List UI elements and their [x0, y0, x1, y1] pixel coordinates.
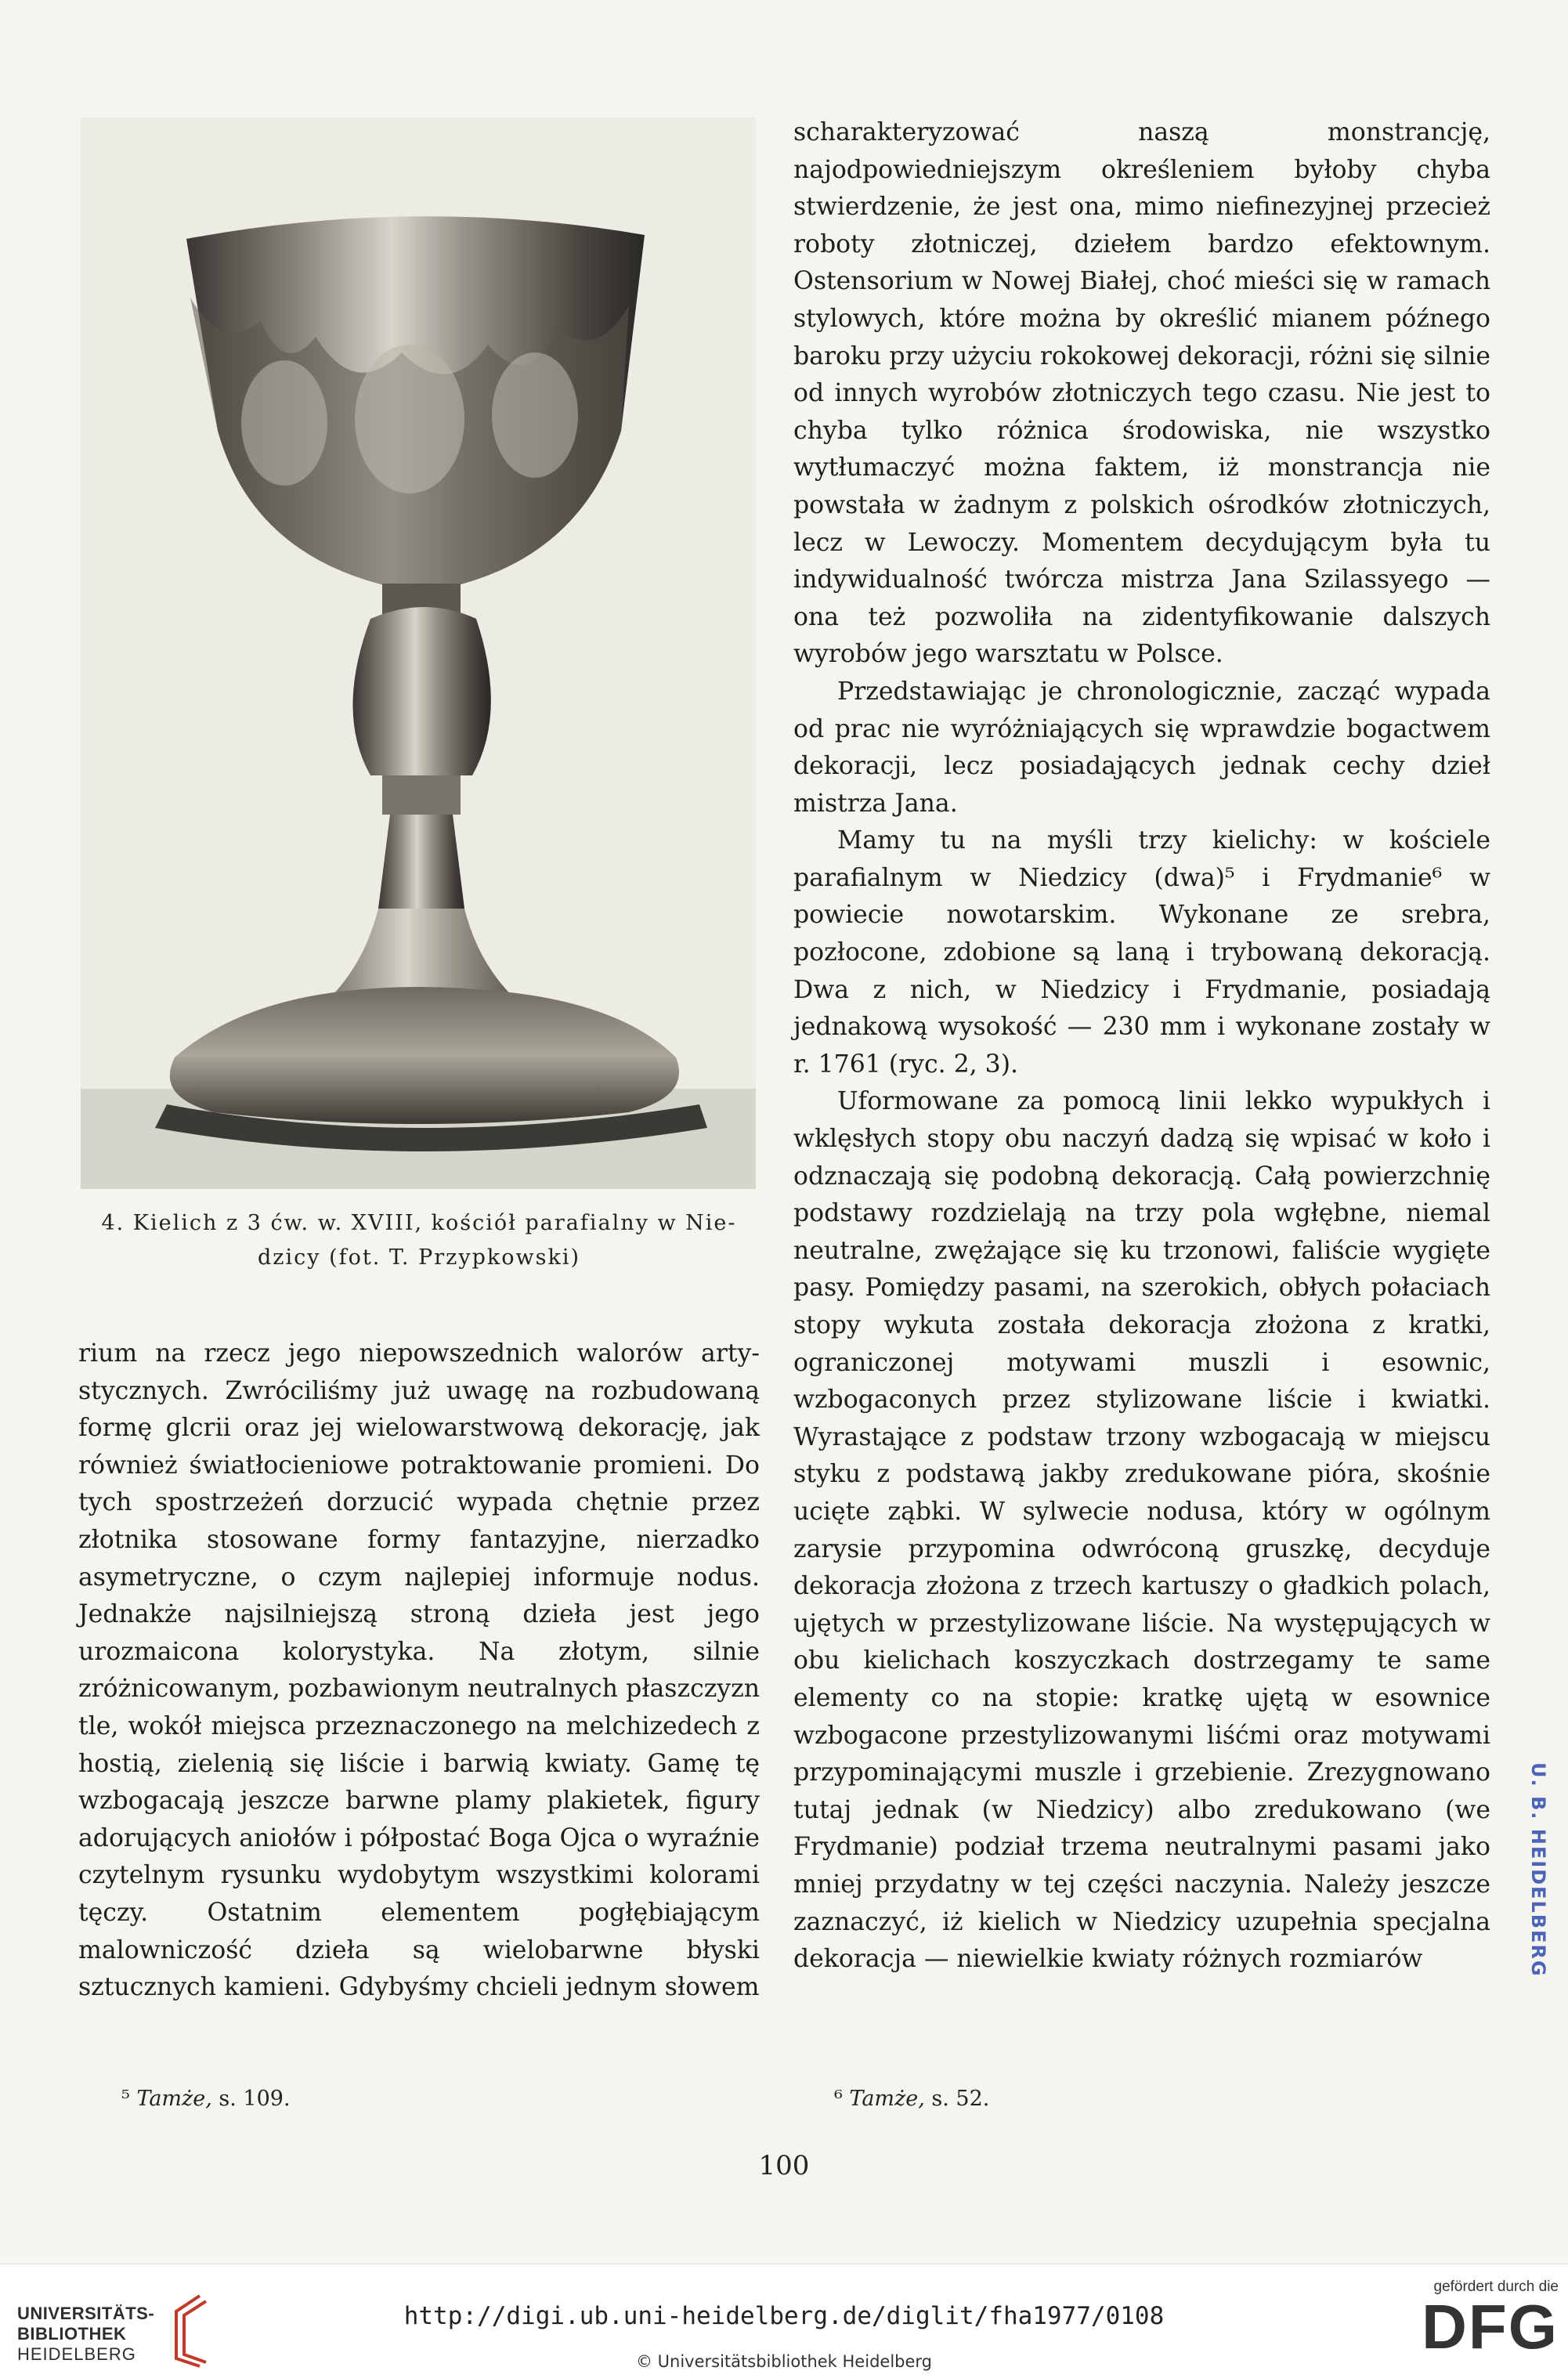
- chalice-photo: [81, 117, 756, 1189]
- library-stamp: U. B. HEIDELBERG: [1527, 1762, 1549, 1978]
- permalink-url[interactable]: http://digi.ub.uni-heidelberg.de/diglit/fha1977/0108: [403, 2302, 1165, 2330]
- dfg-wordmark: DFG: [1422, 2292, 1559, 2362]
- left-text-column: [78, 1335, 760, 2007]
- footnote-page: s. 52.: [924, 2087, 990, 2111]
- paragraph: rium na rzecz jego niepowszednich walorów arty-stycznych. Zwróciliśmy już uwagę na rozbudowaną formę glcrii oraz jej wielowarstwową dekorację, jak również światłocieniowe potraktowanie promieni. Do tych spostrzeżeń dorzucić wypada chętnie przez złotnika stosowane formy fantazyjne, nierzadko asymetryczne, o czym najlepiej informuje nodus. Jednakże najsilniejszą stroną dzieła jest jego urozmaicona kolorystyka. Na złotym, silnie zróżnicowanym, pozbawionym neutralnych płaszczyzn tle, wokół miejsca przeznaczonego na melchizedech z hostią, zielenią się liście i barwią kwiaty. Gamę tę wzbogacają jeszcze barwne plamy plakietek, figury adorujących aniołów i półpostać Boga Ojca o wyraźnie czytelnym rysunku wydobytym wszystkimi kolorami tęczy. Ostatnim elementem pogłębiającym malowniczość dzieła są wielobarwne błyski sztucznych kamieni. Gdybyśmy chcieli jednym słowem: [78, 1339, 760, 2002]
- paragraph: Przedstawiając je chronologicznie, zacząć wypada od prac nie wyróżniających się wprawdzie bogactwem dekoracji, lecz posiadających jednak cechy dzieł mistrza Jana.: [793, 677, 1490, 818]
- footnote-ref: Tamże,: [849, 2087, 925, 2111]
- library-name-line-3: HEIDELBERG: [17, 2344, 136, 2364]
- library-name-line-1: UNIVERSITÄTS-: [17, 2304, 155, 2323]
- paragraph: Uformowane za pomocą linii lekko wypukłych i wklęsłych stopy obu naczyń dadzą się wpisać w koło i odznaczają się podobną dekoracją. Całą powierzchnię podstawy rozdzielają na trzy pola wgłębne, niemal neutralne, zwężające się ku trzonowi, faliście wygięte pasy. Pomiędzy pasami, na szerokich, obłych połaciach stopy wykuta została dekoracja złożona z kratki, ograniczonej motywami muszli i esownic, wzbogaconych przez stylizowane liście i kwiatki. Wyrastające z podstaw trzony wzbogacają w miejscu styku z podstawą jakby zredukowane pióra, skośnie ucięte ząbki. W sylwecie nodusa, który w ogólnym zarysie przypomina odwróconą gruszkę, decyduje dekoracja złożona z trzech kartuszy o gładkich polach, ujętych w przestylizowane liście. Na występujących w obu kielichach koszyczkach dostrzegamy te same elementy co na stopie: kratkę ujętą w esownice wzbogacone przestylizowanymi liśćmi oraz motywami przypominającymi muszle i grzebienie. Zrezygnowano tutaj jednak (w Niedzicy) albo zredukowano (we Frydmanie) podział trzema neutralnymi pasami jako mniej przydatny w tej części naczynia. Należy jeszcze zaznaczyć, iż kielich w Niedzicy uzupełnia specjalna dekoracja — niewielkie kwiaty różnych rozmiarów: [793, 1087, 1490, 1974]
- dfg-caption: gefördert durch die: [1433, 2279, 1559, 2295]
- footnote-5: [121, 2083, 291, 2115]
- footnote-page: s. 109.: [211, 2087, 291, 2111]
- footnote-ref: Tamże,: [136, 2087, 212, 2111]
- footnote-6: [834, 2083, 989, 2115]
- library-name-line-2: BIBLIOTHEK: [17, 2324, 127, 2344]
- footnote-marker: ⁶: [834, 2087, 843, 2111]
- dfg-logo: [1402, 2279, 1559, 2362]
- page-number: 100: [758, 2150, 810, 2181]
- caption-line-2: dzicy (fot. T. Przypkowski): [257, 1245, 581, 1270]
- copyright-notice: © Universitätsbibliothek Heidelberg: [635, 2352, 932, 2371]
- caption-line-1: 4. Kielich z 3 ćw. w. XVIII, kościół parafialny w Nie-: [101, 1211, 737, 1235]
- footnote-marker: ⁵: [121, 2087, 130, 2111]
- figure-caption: [74, 1206, 764, 1275]
- paragraph: scharakteryzować naszą monstrancję, najodpowiedniejszym określeniem byłoby chyba stwierdzenie, że jest ona, mimo niefinezyjnej przecież roboty złotniczej, dziełem bardzo efektownym. Ostensorium w Nowej Białej, choć mieści się w ramach stylowych, które można by określić mianem późnego baroku przy użyciu rokokowej dekoracji, różni się silnie od innych wyrobów złotniczych tego czasu. Nie jest to chyba tylko różnica środowiska, nie wszystko wytłumaczyć można faktem, iż monstrancja nie powstała w żadnym z polskich ośrodków złotniczych, lecz w Lewoczy. Momentem decydującym była tu indywidualność twórcza mistrza Jana Szilassyego — ona też pozwoliła na zidentyfikowanie dalszych wyrobów jego warsztatu w Polsce.: [793, 118, 1490, 669]
- right-text-column: [793, 114, 1490, 1979]
- paragraph: Mamy tu na myśli trzy kielichy: w kościele parafialnym w Niedzicy (dwa)⁵ i Frydmanie⁶ w powiecie nowotarskim. Wykonane ze srebra, pozłocone, zdobione są laną i trybowaną dekoracją. Dwa z nich, w Niedzicy i Frydmanie, posiadają jednakową wysokość — 230 mm i wykonane zostały w r. 1761 (ryc. 2, 3).: [793, 826, 1490, 1079]
- chalice-illustration: [81, 117, 756, 1189]
- footer-bar: [0, 2264, 1568, 2378]
